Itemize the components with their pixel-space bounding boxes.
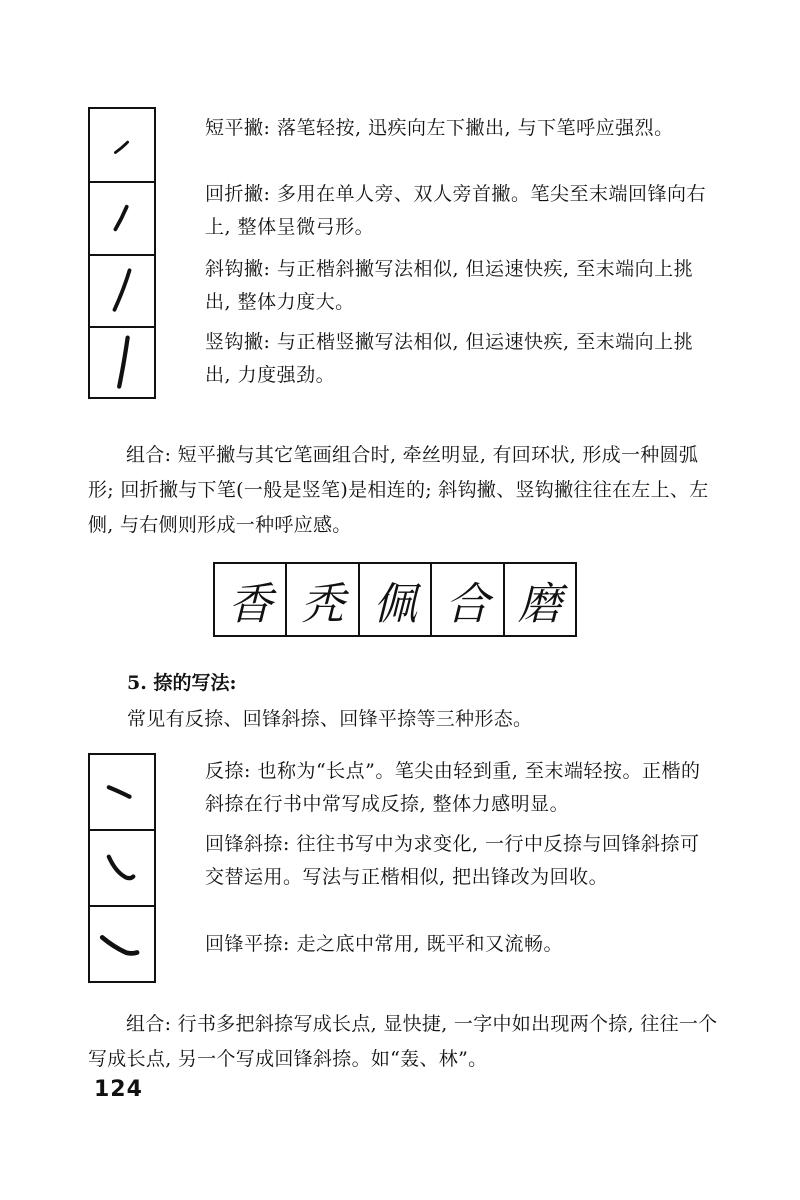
entry-text: 落笔轻按, 迅疾向左下撇出, 与下笔呼应强烈。	[276, 117, 674, 139]
vertical-hook-pie-icon	[90, 328, 154, 399]
na-entry-3	[205, 928, 715, 961]
stroke-cell-slant-hook-pie	[90, 256, 154, 328]
example-character: 秃	[287, 564, 359, 635]
na-entry-1	[205, 755, 715, 821]
reverse-na-icon	[90, 755, 154, 829]
short-flat-pie-icon	[90, 109, 154, 181]
na-entry-2	[205, 828, 715, 894]
return-fold-pie-icon	[90, 183, 154, 254]
example-character: 佩	[360, 564, 432, 635]
stroke-cell-short-flat-pie	[90, 109, 154, 183]
entry-term: 回锋平捺:	[205, 933, 290, 955]
entry-term: 回折撇:	[205, 183, 271, 205]
section-intro: 常见有反捺、回锋斜捺、回锋平捺等三种形态。	[127, 708, 533, 730]
entry-term: 回锋斜捺:	[205, 833, 290, 855]
entry-text: 与正楷竖撇写法相似, 但运速快疾, 至末端向上挑出, 力度强劲。	[205, 331, 694, 386]
pie-entry-2	[205, 178, 715, 244]
stroke-cell-return-slant-na	[90, 831, 154, 907]
pie-entry-1	[205, 112, 715, 145]
pie-entry-4	[205, 326, 715, 392]
na-stroke-column	[88, 753, 156, 983]
pie-entry-3	[205, 253, 715, 319]
entry-term: 反捺:	[205, 760, 251, 782]
page-number: 124	[94, 1077, 143, 1102]
stroke-cell-vertical-hook-pie	[90, 328, 154, 399]
pie-combination-paragraph: 组合: 短平撇与其它笔画组合时, 牵丝明显, 有回环状, 形成一种圆弧形; 回折撇与下笔(一般是竖笔)是相连的; 斜钩撇、竖钩撇往往在左上、左侧, 与右侧则形成一种呼应感。	[88, 444, 709, 536]
entry-text: 与正楷斜撇写法相似, 但运速快疾, 至末端向上挑出, 整体力度大。	[205, 258, 694, 313]
entry-text: 往往书写中为求变化, 一行中反捺与回锋斜捺可交替运用。写法与正楷相似, 把出锋改为回收。	[205, 833, 700, 888]
entry-term: 斜钩撇:	[205, 258, 271, 280]
entry-term: 短平撇:	[205, 117, 271, 139]
example-character: 磨	[517, 578, 562, 630]
entry-text: 多用在单人旁、双人旁首撇。笔尖至末端回锋向右上, 整体呈微弓形。	[205, 183, 706, 238]
stroke-cell-return-flat-na	[90, 907, 154, 981]
stroke-cell-reverse-na	[90, 755, 154, 831]
example-character: 合	[432, 564, 504, 635]
entry-text: 走之底中常用, 既平和又流畅。	[296, 933, 564, 955]
return-flat-na-icon	[90, 907, 154, 981]
stroke-cell-return-fold-pie	[90, 183, 154, 256]
entry-text: 也称为“长点”。笔尖由轻到重, 至末端轻按。正楷的斜捺在行书中常写成反捺, 整体力感明显。	[205, 760, 701, 815]
slant-hook-pie-icon	[90, 256, 154, 326]
pie-stroke-column	[88, 107, 156, 399]
example-characters-row	[213, 562, 577, 637]
example-character: 香	[215, 564, 287, 635]
return-slant-na-icon	[90, 831, 154, 905]
section-title: 5. 捺的写法:	[127, 672, 237, 694]
entry-term: 竖钩撇:	[205, 331, 271, 353]
na-combination-paragraph: 组合: 行书多把斜捺写成长点, 显快捷, 一字中如出现两个捺, 往往一个写成长点, 另一个写成回锋斜捺。如“轰、林”。	[88, 1013, 718, 1070]
